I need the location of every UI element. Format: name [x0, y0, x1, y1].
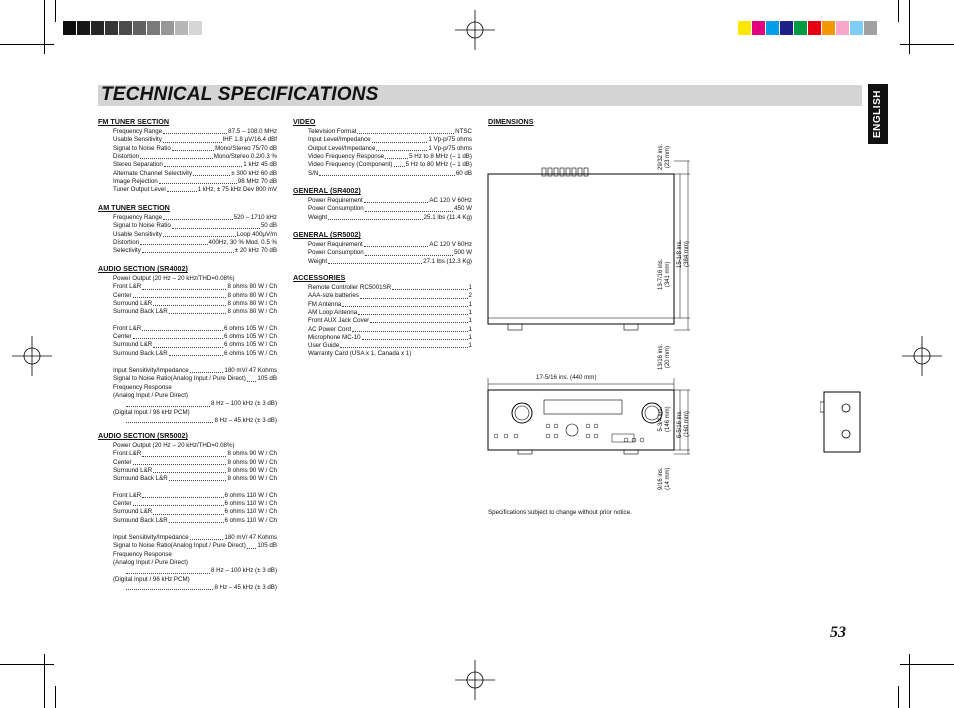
leader-dots [360, 292, 468, 298]
spec-label: S/N [308, 169, 319, 177]
leader-dots [172, 222, 260, 228]
spec-label: Front AUX Jack Cover [308, 317, 370, 325]
dim-foot-b [658, 467, 672, 490]
audio-sr5002-power-output: Power Output (20 Hz – 20 kHz/THD=0.08%) [113, 442, 235, 449]
general-sr5002-heading: GENERAL (SR5002) [293, 230, 361, 239]
gray-swatch [147, 21, 160, 35]
leader-dots [385, 153, 408, 159]
spec-label: Signal to Noise Ratio(Analog Input / Pure Direct) [113, 542, 246, 550]
spec-label: Signal to Noise Ratio [113, 144, 171, 152]
spec-label: Video Frequency (Component) [308, 161, 393, 169]
leader-dots [153, 300, 226, 306]
spec-value: 27.1 lbs (12.3 Kg) [423, 257, 472, 265]
spec-label: Center [113, 500, 132, 508]
leader-dots [133, 459, 227, 465]
gray-swatch [189, 21, 202, 35]
spec-value: 1 [468, 308, 472, 316]
dim-depth-a-in: 13-7/16 ins. [658, 258, 664, 290]
dim-foot-b-mm: (14 mm) [665, 467, 671, 490]
spec-label: Signal to Noise Ratio(Analog Input / Pure Direct) [113, 375, 246, 383]
language-tab-label: ENGLISH [872, 90, 883, 138]
leader-dots [153, 508, 223, 514]
spec-label: Input Sensitivity/Impedance [113, 534, 189, 542]
general-sr4002-heading: GENERAL (SR4002) [293, 186, 361, 195]
gray-swatch [77, 21, 90, 35]
color-swatch [836, 21, 849, 35]
spec-value: 87.5 – 108.0 MHz [228, 128, 277, 135]
leader-dots [357, 128, 454, 134]
spec-label: Image Rejection [113, 177, 158, 185]
spec-value: 8 ohms 80 W / Ch [227, 299, 277, 307]
accessory-row [308, 326, 472, 334]
spec-label: AC Power Cord [308, 325, 351, 333]
audio-sr4002-input-sensitivity [113, 367, 277, 375]
spec-value: 105 dB [257, 375, 277, 383]
page-number: 53 [830, 624, 846, 641]
leader-dots [370, 317, 467, 323]
spec-value: 60 dB [455, 169, 472, 177]
general-sr5002-row [308, 258, 472, 266]
dim-depth-b-in: 15-1/8 ins. [677, 239, 683, 268]
accessory-row [308, 342, 472, 350]
spec-label: Front L&R [113, 491, 142, 499]
audio-sr5002-heading: AUDIO SECTION (SR5002) [98, 431, 188, 440]
leader-dots [163, 136, 222, 142]
spec-label: Weight [308, 257, 328, 265]
audio-sr5002-row [113, 459, 277, 467]
leader-dots [163, 231, 236, 237]
accessory-row [308, 334, 472, 342]
audio-sr4002-analog-value [125, 400, 277, 408]
dim-width: 17-5/16 ins. (440 mm) [536, 374, 597, 381]
spec-value: 1 [468, 342, 472, 350]
leader-dots [376, 145, 427, 151]
spec-label: Power Consumption [308, 249, 364, 257]
audio-sr4002-row [113, 300, 277, 308]
audio-sr4002-power-output: Power Output (20 Hz – 20 kHz/THD=0.08%) [113, 275, 235, 282]
accessory-row [308, 301, 472, 309]
dim-height-b [677, 410, 691, 438]
spec-label: Input Level/Impedance [308, 136, 371, 144]
spec-value: 1 Vp-p/75 ohms [428, 144, 472, 152]
dim-depth-a-mm: (341 mm) [665, 261, 671, 288]
color-swatch [850, 21, 863, 35]
audio-sr4002-row [113, 333, 277, 341]
spec-label: Distortion [113, 152, 140, 160]
spec-label: Output Level/Impedance [308, 144, 376, 152]
leader-dots [140, 239, 207, 245]
spec-value: ± 300 kHz 60 dB [231, 169, 277, 177]
spec-label: Weight [308, 213, 328, 221]
spec-value: ± 20 kHz 70 dB [234, 247, 277, 255]
accessory-row [308, 309, 472, 317]
accessory-warranty: Warranty Card (USA x 1, Canada x 1) [308, 350, 412, 358]
fm-spec-row [113, 128, 277, 136]
registration-target-right [902, 336, 942, 376]
spec-value: 6 ohms 105 W / Ch [224, 324, 277, 332]
color-swatch [794, 21, 807, 35]
spec-label: Alternate Channel Selectivity [113, 169, 193, 177]
accessory-row [308, 292, 472, 300]
leader-dots [163, 214, 232, 220]
spec-label: Television Format [308, 128, 357, 135]
am-spec-row [113, 239, 277, 247]
color-swatch [780, 21, 793, 35]
dim-height-a-in: 5-3/4 ins. [658, 406, 664, 432]
spec-value: 6 ohms 105 W / Ch [224, 333, 277, 341]
spec-value: 1 [468, 284, 472, 291]
video-spec-row [308, 145, 472, 153]
spec-label: Distortion [113, 238, 140, 246]
audio-sr4002-row [113, 283, 277, 291]
leader-dots [364, 241, 429, 247]
audio-sr4002-digital-value [125, 417, 277, 425]
leader-dots [142, 283, 226, 289]
registration-target-bottom [455, 660, 495, 700]
spec-label: Front L&R [113, 283, 142, 291]
leader-dots [190, 367, 224, 373]
dim-depth-a [658, 259, 672, 290]
page-title: TECHNICAL SPECIFICATIONS [101, 84, 379, 105]
dim-foot-a [658, 344, 672, 370]
general-sr4002-row [308, 214, 472, 222]
leader-dots [358, 309, 467, 315]
gray-swatch [105, 21, 118, 35]
dimensions-heading: DIMENSIONS [488, 117, 534, 126]
gray-swatch [63, 21, 76, 35]
spec-label: Front L&R [113, 324, 142, 332]
audio-sr5002-digital-label: (Digital Input / 96 kHz PCM) [113, 575, 190, 583]
audio-sr4002-snr [113, 375, 277, 383]
spec-value: IHF 1.8 μV/16.4 dBf [222, 136, 277, 144]
dim-height-b-mm: (160 mm) [684, 411, 690, 437]
am-spec-row [113, 247, 277, 255]
video-spec-row [308, 153, 472, 161]
dim-height-b-in: 6-5/16 ins. [677, 409, 683, 438]
accessories-heading: ACCESSORIES [293, 273, 346, 282]
leader-dots [340, 342, 467, 348]
spec-value: 520 – 1710 kHz [233, 214, 277, 221]
spec-label: AAA-size batteries [308, 292, 359, 300]
spec-label: Usable Sensitivity [113, 230, 162, 238]
spec-value: 2 [468, 292, 472, 300]
spec-value: 1 [468, 325, 472, 333]
leader-dots [163, 128, 227, 134]
fm-spec-row [113, 161, 277, 169]
video-spec-row [308, 136, 472, 144]
spec-value: 8 ohms 90 W / Ch [227, 450, 277, 458]
spec-value: 1 kHz, ± 75 kHz Dev 800 mV [197, 186, 277, 194]
leader-dots [142, 325, 223, 331]
leader-dots [169, 475, 227, 481]
leader-dots [365, 205, 453, 211]
fm-spec-row [113, 136, 277, 144]
leader-dots [169, 517, 224, 523]
spec-value: 98 MHz 70 dB [237, 177, 277, 185]
specifications-note: Specifications subject to change without prior notice. [488, 509, 632, 516]
leader-dots [153, 467, 226, 473]
spec-label: FM Antenna [308, 300, 342, 308]
spec-value: 400Hz, 30 % Mod. 0.5 % [208, 238, 277, 246]
spec-label: Surround Back L&R [113, 349, 168, 357]
language-tab [868, 84, 888, 144]
audio-sr5002-analog-direct: (Analog Input / Pure Direct) [113, 559, 188, 567]
dim-foot-a-mm: (20 mm) [665, 345, 671, 369]
audio-sr4002-row [113, 325, 277, 333]
accessory-row [308, 284, 472, 292]
top-view [488, 161, 690, 330]
fm-spec-row [113, 178, 277, 186]
spec-value: 8 Hz – 45 kHz (± 3 dB) [214, 583, 277, 591]
audio-sr4002-row [113, 308, 277, 316]
spec-value: 180 mV/ 47 Kohms [224, 367, 277, 375]
spec-label: Video Frequency Response [308, 152, 385, 160]
audio-sr4002-heading: AUDIO SECTION (SR4002) [98, 264, 188, 273]
spec-value: 8 ohms 90 W / Ch [227, 458, 277, 466]
leader-dots [372, 136, 428, 142]
spec-value: 105 dB [257, 542, 277, 550]
leader-dots [169, 350, 223, 356]
color-swatch [766, 21, 779, 35]
leader-dots [140, 153, 213, 159]
audio-sr5002-row [113, 450, 277, 458]
dim-depth-b [677, 240, 691, 268]
leader-dots [247, 542, 257, 548]
spec-value: 50 dB [260, 222, 277, 230]
spec-value: Loop 400μV/m [236, 230, 277, 238]
audio-sr4002-analog-direct: (Analog Input / Pure Direct) [113, 392, 188, 400]
dim-height-a-mm: (146 mm) [665, 406, 671, 432]
spec-label: Usable Sensitivity [113, 136, 162, 144]
leader-dots [133, 500, 224, 506]
side-view [820, 388, 864, 458]
dim-foot-a-in: 13/16 ins. [658, 343, 664, 370]
dim-top-depth [658, 144, 672, 170]
spec-value: 8 ohms 80 W / Ch [227, 291, 277, 299]
audio-sr5002-row [113, 508, 277, 516]
general-sr4002-row [308, 197, 472, 205]
gray-swatch [119, 21, 132, 35]
leader-dots [362, 334, 468, 340]
leader-dots [247, 375, 257, 381]
spec-value: 6 ohms 110 W / Ch [224, 491, 277, 499]
gray-swatch [133, 21, 146, 35]
spec-value: Mono/Stereo 0.2/0.3 % [213, 152, 277, 160]
spec-value: 8 ohms 80 W / Ch [227, 283, 277, 291]
registration-target-left [12, 336, 52, 376]
dim-height-a [658, 406, 672, 432]
leader-dots [133, 292, 227, 298]
spec-label: Power Requirement [308, 241, 363, 248]
audio-sr4002-row [113, 341, 277, 349]
fm-spec-row [113, 145, 277, 153]
registration-target-top [455, 10, 495, 50]
leader-dots [164, 161, 242, 167]
audio-sr5002-row [113, 500, 277, 508]
am-spec-row [113, 231, 277, 239]
spec-label: Center [113, 458, 132, 466]
fm-tuner-heading: FM TUNER SECTION [98, 117, 170, 126]
leader-dots [394, 161, 405, 167]
spec-label: Surround L&R [113, 466, 153, 474]
fm-spec-row [113, 170, 277, 178]
audio-sr5002-analog-value [125, 567, 277, 575]
spec-value: 8 ohms 90 W / Ch [227, 475, 277, 483]
leader-dots [172, 145, 214, 151]
leader-dots [169, 308, 227, 314]
accessory-row [308, 317, 472, 325]
spec-label: Power Consumption [308, 205, 364, 213]
audio-sr5002-digital-value [125, 584, 277, 592]
audio-sr4002-row [113, 292, 277, 300]
general-sr4002-row [308, 205, 472, 213]
spec-label: User Guide [308, 342, 340, 350]
audio-sr5002-row [113, 467, 277, 475]
spec-label: Surround L&R [113, 508, 153, 516]
am-spec-row [113, 214, 277, 222]
spec-label: Surround Back L&R [113, 516, 168, 524]
video-spec-row [308, 161, 472, 169]
spec-value: 8 ohms 90 W / Ch [227, 466, 277, 474]
leader-dots [352, 326, 468, 332]
spec-label: Selectivity [113, 247, 141, 255]
audio-sr5002-snr [113, 542, 277, 550]
spec-value: Mono/Stereo 75/70 dB [215, 144, 277, 152]
audio-sr4002-freq-response: Frequency Response [113, 383, 172, 391]
audio-sr4002-digital-label: (Digital Input / 96 kHz PCM) [113, 408, 190, 416]
spec-label: Surround Back L&R [113, 308, 168, 316]
spec-value: AC 120 V 60Hz [429, 197, 472, 204]
general-sr5002-row [308, 249, 472, 257]
leader-dots [142, 450, 226, 456]
leader-dots [328, 258, 422, 264]
spec-value: 5 Hz to 80 MHz (– 1 dB) [405, 161, 472, 169]
spec-label: Tuner Output Level [113, 186, 166, 194]
spec-label: Frequency Range [113, 214, 163, 221]
color-swatch [808, 21, 821, 35]
dim-top-depth-mm: (23 mm) [665, 145, 671, 169]
audio-sr5002-input-sensitivity [113, 534, 277, 542]
spec-value: 6 ohms 110 W / Ch [224, 508, 277, 516]
spec-label: Surround L&R [113, 299, 153, 307]
leader-dots [364, 197, 429, 203]
spec-label: Remote Controller RC5001SR [308, 284, 392, 291]
leader-dots [153, 341, 223, 347]
color-swatch [864, 21, 877, 35]
spec-value: 25.1 lbs (11.4 Kg) [423, 213, 472, 221]
spec-value: 8 ohms 80 W / Ch [227, 308, 277, 316]
color-swatch [738, 21, 751, 35]
audio-sr4002-row [113, 350, 277, 358]
general-sr5002-row [308, 241, 472, 249]
audio-sr5002-freq-response: Frequency Response [113, 550, 172, 558]
leader-dots [319, 170, 455, 176]
spec-label: AM Loop Antenna [308, 308, 358, 316]
spec-value: 6 ohms 105 W / Ch [224, 349, 277, 357]
spec-value: NTSC [455, 128, 472, 135]
video-spec-row [308, 128, 472, 136]
spec-value: 1 [468, 317, 472, 325]
spec-value: 6 ohms 110 W / Ch [224, 500, 277, 508]
am-spec-row [113, 222, 277, 230]
fm-spec-row [113, 153, 277, 161]
spec-value: 450 W [454, 205, 472, 213]
spec-label: Center [113, 291, 132, 299]
spec-value: 180 mV/ 47 Kohms [224, 534, 277, 542]
video-heading: VIDEO [293, 117, 316, 126]
leader-dots [392, 284, 467, 290]
spec-value: 1 Vp-p/75 ohms [428, 136, 472, 144]
leader-dots [126, 400, 210, 406]
am-tuner-heading: AM TUNER SECTION [98, 203, 170, 212]
spec-value: 6 ohms 105 W / Ch [224, 341, 277, 349]
leader-dots [193, 170, 230, 176]
leader-dots [167, 186, 197, 192]
spec-label: Microphone MC-10 [308, 333, 361, 341]
spec-label: Front L&R [113, 450, 142, 458]
audio-sr5002-row [113, 475, 277, 483]
leader-dots [133, 333, 223, 339]
leader-dots [190, 534, 224, 540]
spec-value: 1 [468, 300, 472, 308]
spec-value: 1 kHz 45 dB [243, 161, 277, 169]
spec-value: AC 120 V 60Hz [429, 241, 472, 248]
dim-depth-b-mm: (384 mm) [684, 241, 690, 267]
leader-dots [126, 567, 210, 573]
video-spec-row [308, 170, 472, 178]
leader-dots [126, 417, 213, 423]
spec-value: 1 [468, 333, 472, 341]
gray-swatch [175, 21, 188, 35]
leader-dots [365, 249, 453, 255]
spec-value: 8 Hz – 45 kHz (± 3 dB) [214, 416, 277, 424]
dim-foot-b-in: 9/16 ins. [658, 467, 664, 490]
dim-top-depth-in: 29/32 ins. [658, 143, 664, 170]
fm-spec-row [113, 186, 277, 194]
audio-sr5002-row [113, 517, 277, 525]
leader-dots [142, 492, 223, 498]
color-swatch [822, 21, 835, 35]
spec-label: Surround Back L&R [113, 475, 168, 483]
leader-dots [159, 178, 237, 184]
spec-label: Frequency Range [113, 128, 163, 135]
spec-label: Input Sensitivity/Impedance [113, 367, 189, 375]
spec-label: Power Requirement [308, 197, 363, 204]
leader-dots [342, 301, 467, 307]
spec-value: 500 W [454, 249, 472, 257]
spec-label: Surround L&R [113, 341, 153, 349]
spec-value: 6 ohms 110 W / Ch [224, 516, 277, 524]
leader-dots [328, 214, 422, 220]
spec-value: 5 Hz to 8 MHz (– 1 dB) [409, 152, 472, 160]
audio-sr5002-row [113, 492, 277, 500]
spec-label: Signal to Noise Ratio [113, 222, 171, 230]
spec-label: Stereo Separation [113, 161, 163, 169]
spec-value: 8 Hz – 100 kHz (± 3 dB) [211, 400, 277, 408]
leader-dots [142, 247, 234, 253]
gray-swatch [161, 21, 174, 35]
gray-swatch [91, 21, 104, 35]
spec-label: Center [113, 333, 132, 341]
leader-dots [126, 584, 213, 590]
color-swatch [752, 21, 765, 35]
spec-value: 8 Hz – 100 kHz (± 3 dB) [211, 567, 277, 575]
